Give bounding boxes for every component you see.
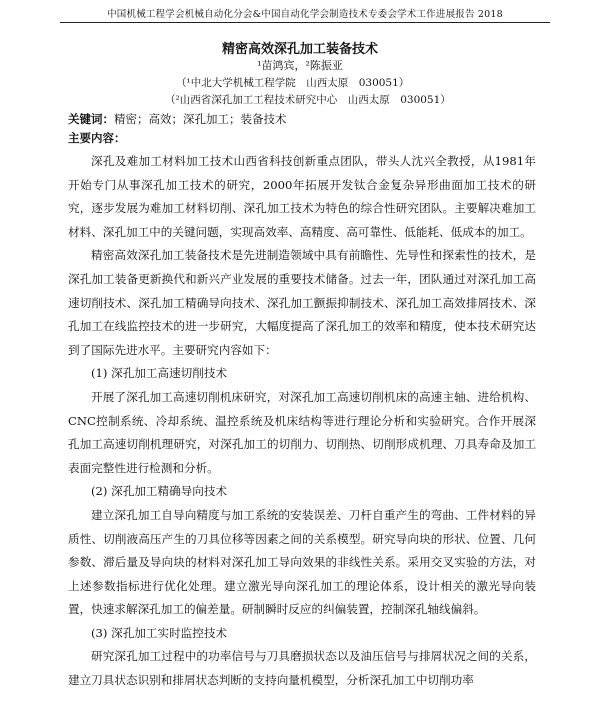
- paragraph-4: 建立深孔加工自导向精度与加工系统的安装误差、刀杆自重产生的弯曲、工件材料的异质性、切削液高压产生的刀具位移等因素之间的关系模型。研究导向块的形状、位置、几何参数、滞后量及导向块的材料对深孔加工导向效果的非线性关系。采用交叉实验的方法，对上述参数指标进行优化处理。建立激光导向深孔加工的理论体系，设计相关的激光导向装置，快速求解深孔加工的偏差量。研制瞬时反应的纠偏装置，控制深孔轴线偏斜。: [68, 507, 536, 617]
- paragraph-2: 精密高效深孔加工装备技术是先进制造领域中具有前瞻性、先导性和探索性的技术，是深孔加工装备更新换代和新兴产业发展的重要技术储备。过去一年，团队通过对深孔加工高速切削技术、深孔加工精确导向技术、深孔加工颤振抑制技术、深孔加工高效排屑技术、深孔加工在线监控技术的进一步研究，大幅度提高了深孔加工的效率和精度，使本技术研究达到了国际先进水平。主要研究内容如下：: [68, 248, 536, 357]
- keywords-label: 关键词：: [68, 112, 114, 126]
- affiliation-2: （²山西省深孔加工工程技术研究中心 山西太原 030051）: [165, 94, 451, 106]
- paragraph-3: 开展了深孔加工高速切削机床研究，对深孔加工高速切削机床的高速主轴、进给机构、CNC控制系统、冷却系统、温控系统及机床结构等进行理论分析和实验研究。合作开展深孔加工高速切削机理研究，对深孔加工的切削力、切削热、切削形成机理、刀具寿命及加工表面完整性进行检测和分析。: [68, 389, 536, 475]
- keywords-line: [68, 111, 287, 127]
- subheading-3: (3) 深孔加工实时监控技术: [91, 625, 228, 640]
- subheading-1: (1) 深孔加工高速切削技术: [91, 366, 228, 381]
- paragraph-1: 深孔及难加工材料加工技术山西省科技创新重点团队，带头人沈兴全教授，从1981年开始专门从事深孔加工技术的研究，2000年拓展开发钛合金复杂异形曲面加工技术的研究，逐步发展为难加工材料切削、深孔加工技术为特色的综合性研究团队。主要解决难加工材料、深孔加工中的关键问题，实现高效率、高精度、高可靠性、低能耗、低成本的加工。: [68, 154, 536, 239]
- affiliation-1: （¹中北大学机械工程学院 山西太原 030051）: [176, 77, 410, 89]
- article-authors: ¹苗鸿宾，²陈振亚: [257, 59, 343, 72]
- running-header: 中国机械工程学会机械自动化分会&中国自动化学会制造技术专委会学术工作进展报告 2018: [107, 9, 503, 20]
- paragraph-5: 研究深孔加工过程中的功率信号与刀具磨损状态以及油压信号与排屑状况之间的关系，建立刀具状态识别和排屑状态判断的支持向量机模型，分析深孔加工中切削功率: [68, 649, 536, 688]
- article-title: 精密高效深孔加工装备技术: [221, 42, 378, 57]
- subheading-2: (2) 深孔加工精确导向技术: [91, 484, 228, 499]
- header-rule: [60, 22, 550, 23]
- keywords-text: 精密；高效；深孔加工；装备技术: [114, 112, 287, 126]
- body-text: [68, 150, 536, 693]
- section-heading: 主要内容：: [68, 131, 126, 145]
